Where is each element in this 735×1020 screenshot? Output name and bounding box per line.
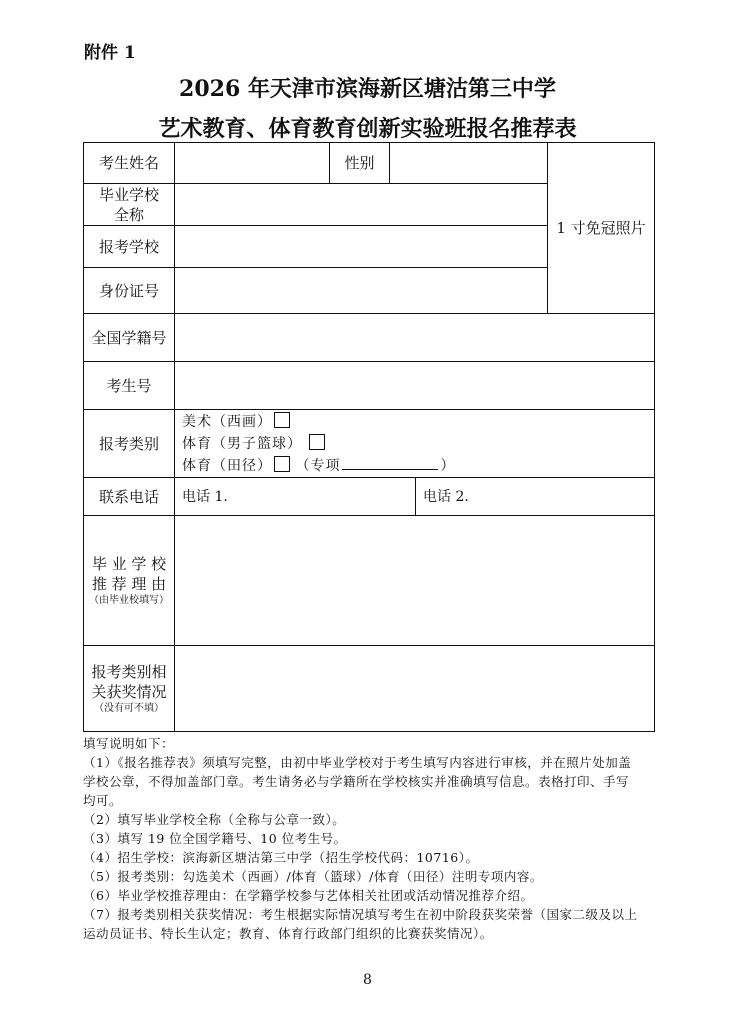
basketball-checkbox[interactable]: [309, 434, 325, 450]
registration-form-table: [83, 142, 655, 732]
awards-note: （没有可不填）: [94, 702, 164, 714]
phone2-label: 电话 2.: [423, 488, 469, 505]
title-line-1: 2026 年天津市滨海新区塘沽第三中学: [179, 76, 556, 102]
art-checkbox[interactable]: [274, 412, 290, 428]
specialty-close: ）: [440, 458, 456, 474]
title-line-2: 艺术教育、体育教育创新实验班报名推荐表: [158, 116, 577, 142]
gender-label: 性别: [344, 154, 375, 172]
apply-school-label: 报考学校: [98, 237, 159, 256]
page-number: 8: [363, 972, 372, 988]
option-basketball-label: 体育（男子篮球）: [182, 436, 302, 452]
instruction-line: （3）填写 19 位全国学籍号、10 位考生号。: [83, 831, 347, 846]
graduate-school-label-line1: 毕业学校: [98, 185, 159, 204]
recommend-reason-label: [84, 516, 174, 645]
option-track-field: [182, 455, 455, 475]
instruction-line: （7）报考类别相关获奖情况：考生根据实际情况填写考生在初中阶段获奖荣誉（国家二级及以上: [83, 907, 638, 922]
instruction-line: （1）《报名推荐表》须填写完整，由初中毕业学校对于考生填写内容进行审核，并在照片处加盖: [83, 755, 632, 770]
awards-label-line1: 报考类别相: [91, 662, 167, 681]
instructions: [83, 734, 663, 943]
option-basketball: [182, 433, 325, 453]
exam-number-label: 考生号: [106, 376, 152, 395]
recommend-note: （由毕业校填写）: [89, 594, 169, 606]
phone1-label: 电话 1.: [182, 488, 228, 505]
attachment-label: 附件 1: [84, 43, 136, 63]
option-art-label: 美术（西画）: [182, 414, 272, 430]
awards-label: [84, 646, 174, 731]
student-number-label: 全国学籍号: [91, 328, 167, 347]
recommend-label-line1: 毕 业 学 校: [91, 554, 167, 573]
recommend-label-line2: 推 荐 理 由: [91, 574, 167, 593]
graduate-school-label: [84, 184, 174, 225]
category-label: 报考类别: [98, 434, 159, 453]
option-art: [182, 411, 290, 431]
instructions-heading: 填写说明如下：: [83, 736, 175, 751]
name-label: 考生姓名: [98, 154, 159, 172]
instruction-line: （2）填写毕业学校全称（全称与公章一致）。: [83, 812, 346, 827]
instruction-line: （6）毕业学校推荐理由：在学籍学校参与艺体相关社团或活动情况推荐介绍。: [83, 888, 534, 903]
instruction-line: 均可。: [83, 793, 123, 808]
instruction-line: （4）招生学校：滨海新区塘沽第三中学（招生学校代码：10716）。: [83, 850, 479, 865]
photo-label: 1 寸免冠照片: [556, 219, 646, 237]
specialty-blank[interactable]: [342, 457, 438, 470]
track-field-checkbox[interactable]: [274, 456, 290, 472]
instruction-line: 运动员证书、特长生认定；教育、体育行政部门组织的比赛获奖情况）。: [83, 926, 493, 941]
specialty-open: （专项: [295, 458, 341, 474]
instruction-line: 学校公章，不得加盖部门章。考生请务必与学籍所在学校核实并准确填写信息。表格打印、手写: [83, 774, 630, 789]
awards-label-line2: 关获奖情况: [91, 682, 167, 701]
phone-label: 联系电话: [98, 487, 159, 506]
id-number-label: 身份证号: [98, 281, 159, 300]
graduate-school-label-line2: 全称: [113, 205, 144, 224]
option-track-field-label: 体育（田径）: [182, 458, 272, 474]
instruction-line: （5）报考类别：勾选美术（西画）/体育（篮球）/体育（田径）注明专项内容。: [83, 869, 543, 884]
